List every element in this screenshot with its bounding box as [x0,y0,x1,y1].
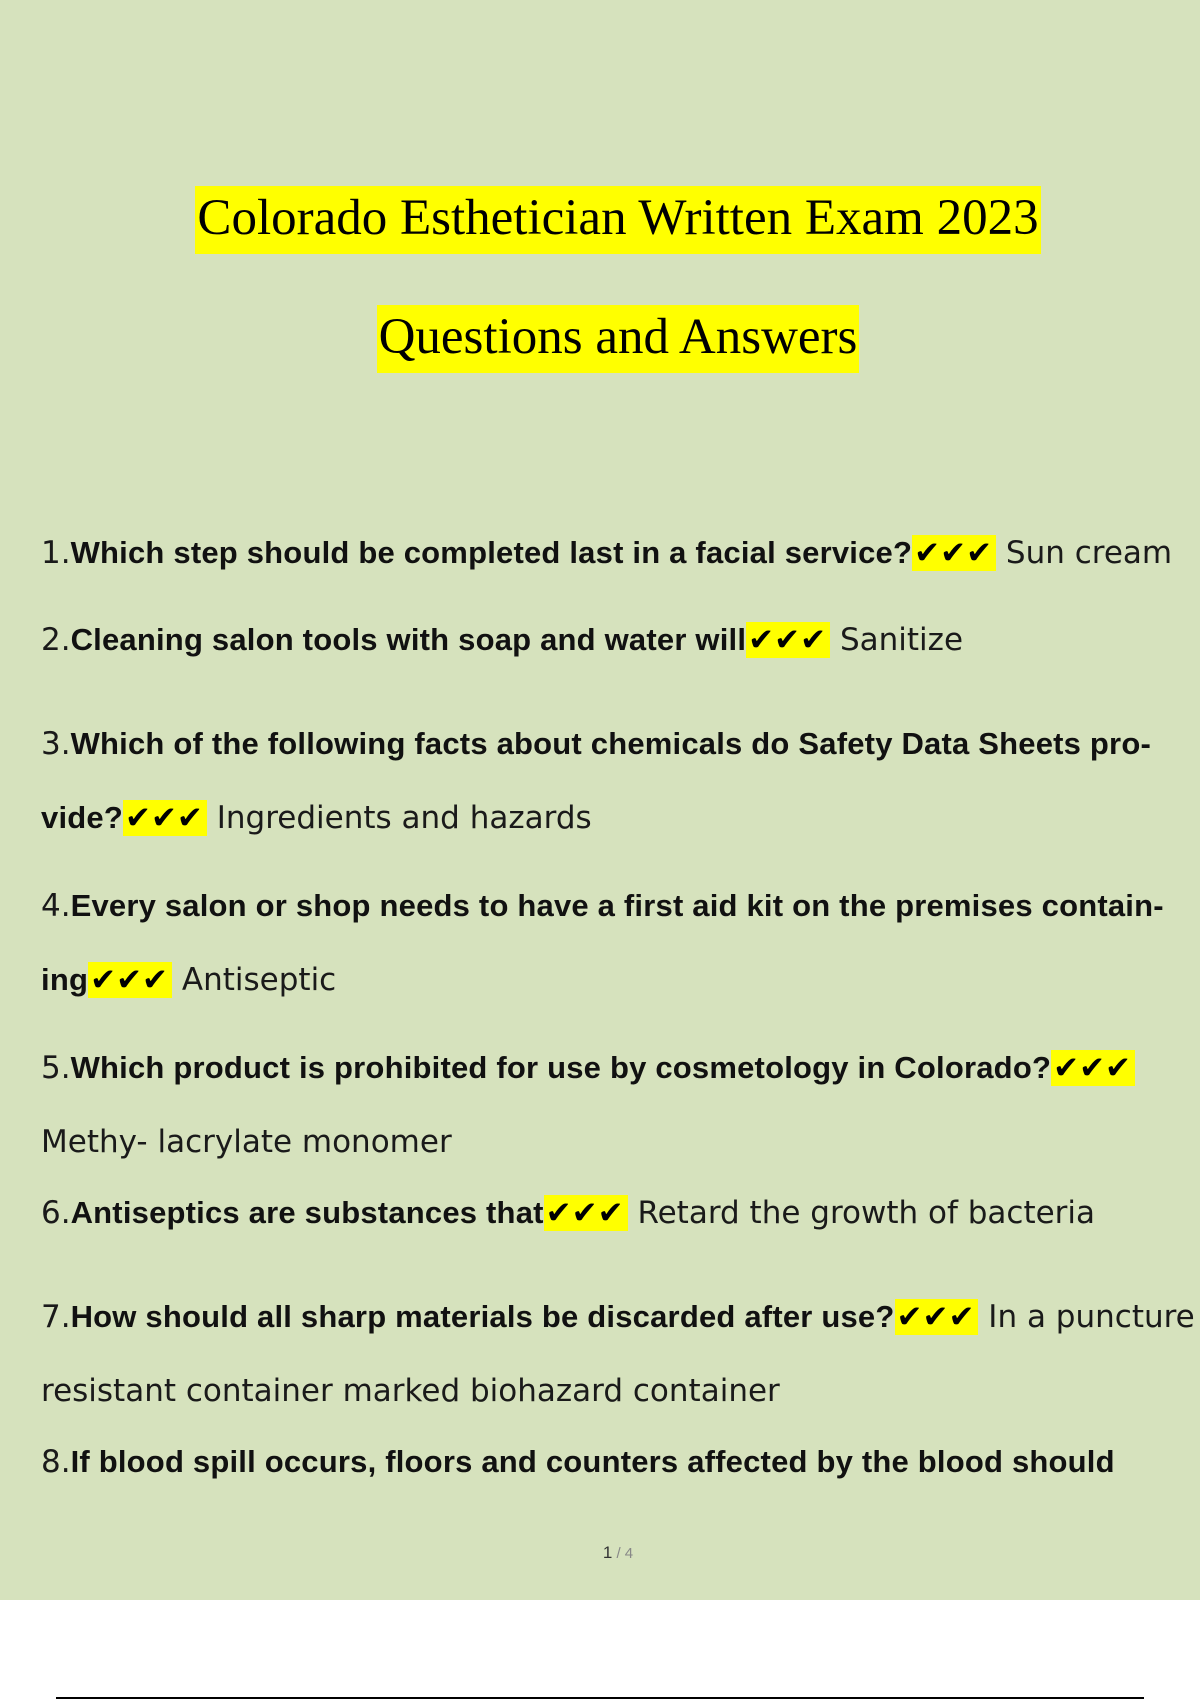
page-current: 1 [602,1543,613,1562]
question-number: 1. [41,535,71,571]
checkmark-icon: ✔✔✔ [88,962,172,998]
question-number: 7. [41,1299,71,1335]
checkmark-icon: ✔✔✔ [544,1195,628,1231]
page-indicator [0,1543,1200,1563]
question-number: 2. [41,622,71,658]
document-title-line-1: Colorado Esthetician Written Exam 2023 [0,193,1200,244]
question-item [41,1193,1196,1233]
question-item [41,707,1196,855]
document-title-line-2: Questions and Answers [0,312,1200,363]
answer-text: Ingredients and hazards [206,800,592,836]
question-text: If blood spill occurs, floors and counters affected by the blood should [70,1444,1115,1479]
question-item [41,533,1196,573]
question-item [41,1442,1196,1482]
question-number: 3. [41,726,71,762]
question-text: Every salon or shop needs to have a first aid kit on the premises contain- ing [41,888,1164,997]
question-text: Which step should be completed last in a facial service? [70,535,913,570]
question-text: How should all sharp materials be discarded after use? [70,1299,895,1334]
answer-text: Retard the growth of bacteria [627,1195,1096,1231]
answer-text: Sanitize [830,622,964,658]
question-number: 5. [41,1050,71,1086]
question-text: Antiseptics are substances that [70,1195,544,1230]
page-divider [56,1697,1144,1699]
checkmark-icon: ✔✔✔ [1051,1050,1135,1086]
question-item [41,1031,1196,1179]
question-number: 8. [41,1444,71,1480]
question-item [41,1280,1196,1428]
answer-text: In a puncture resistant container marked biohazard container [41,1299,1195,1409]
question-item [41,620,1196,660]
page-total: / 4 [612,1545,634,1562]
question-text: Which of the following facts about chemicals do Safety Data Sheets pro- vide? [41,726,1151,835]
question-number: 6. [41,1195,71,1231]
question-item [41,869,1196,1017]
checkmark-icon: ✔✔✔ [746,622,830,658]
question-list [41,533,1196,1529]
checkmark-icon: ✔✔✔ [912,535,996,571]
question-number: 4. [41,888,71,924]
question-text: Which product is prohibited for use by cosmetology in Colorado? [70,1050,1052,1085]
question-text: Cleaning salon tools with soap and water will [70,622,747,657]
answer-text: Antiseptic [172,962,337,998]
answer-text: Methy- lacrylate monomer [41,1124,452,1160]
answer-text: Sun cream [996,535,1173,571]
checkmark-icon: ✔✔✔ [123,800,207,836]
checkmark-icon: ✔✔✔ [895,1299,979,1335]
